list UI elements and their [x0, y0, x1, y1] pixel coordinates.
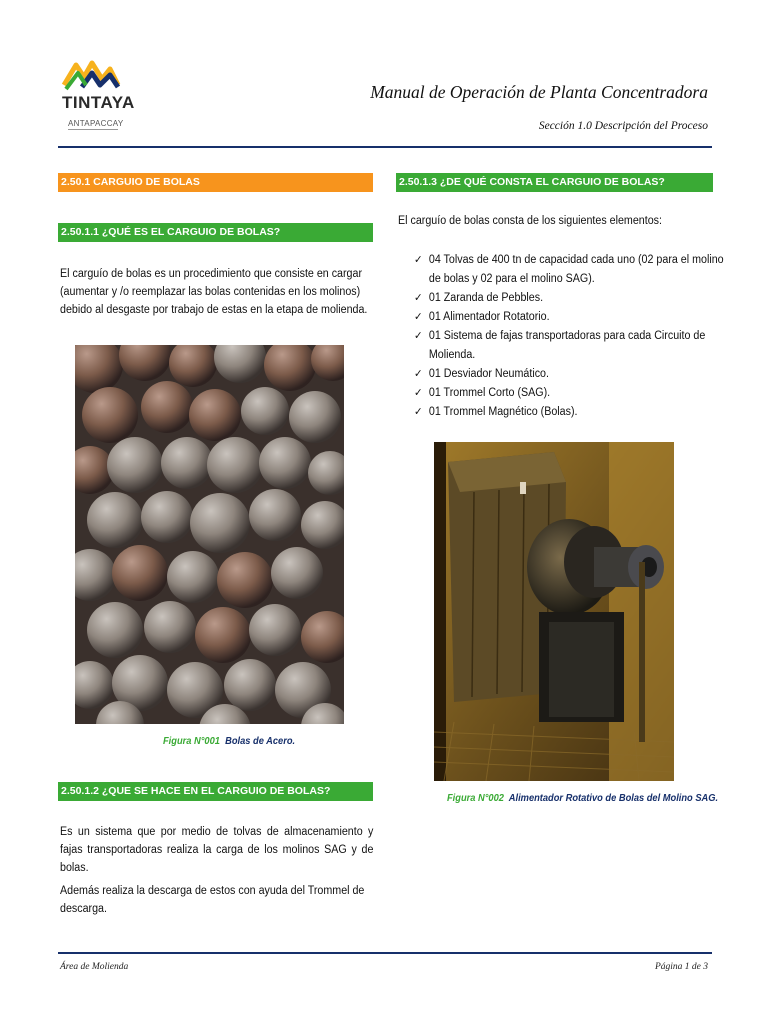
- list-item: [414, 327, 725, 365]
- brand-subtitle: ANTAPACCAY: [68, 119, 124, 128]
- list-item-text: 01 Trommel Corto (SAG).: [428, 387, 551, 399]
- section-bar-2-50-1: 2.50.1 CARGUIO DE BOLAS: [58, 173, 373, 192]
- section-bar-2-50-1-1: 2.50.1.1 ¿QUÉ ES EL CARGUIO DE BOLAS?: [58, 223, 373, 242]
- header-rule: [58, 146, 712, 148]
- paragraph-que-se-hace: Es un sistema que por medio de tolvas de almacenamiento y fajas transportadoras realiza la carga de los molinos SAG y de bolas.: [60, 826, 374, 874]
- check-icon: ✓: [414, 368, 423, 380]
- brand-name: TINTAYA: [62, 93, 135, 112]
- figure-1-text: Bolas de Acero.: [225, 736, 296, 747]
- list-item: [414, 403, 725, 422]
- figure-2-caption: [447, 793, 718, 804]
- footer-rule: [58, 952, 712, 954]
- steel-balls-photo: [75, 345, 344, 724]
- section-bar-2-50-1-2: 2.50.1.2 ¿QUE SE HACE EN EL CARGUIO DE BOLAS?: [58, 782, 373, 801]
- mountain-logo-icon: [60, 55, 122, 93]
- check-icon: ✓: [414, 254, 423, 266]
- list-item: [414, 365, 725, 384]
- list-item: [414, 251, 725, 289]
- list-item-text: 01 Trommel Magnético (Bolas).: [428, 406, 578, 418]
- list-item-text: 04 Tolvas de 400 tn de capacidad cada uno (02 para el molino de bolas y 02 para el molino SAG).: [428, 254, 724, 285]
- figure-2-text: Alimentador Rotativo de Bolas del Molino SAG.: [508, 793, 719, 804]
- list-item: [414, 384, 725, 403]
- paragraph-que-es: El carguío de bolas es un procedimiento que consiste en cargar (aumentar y /o reemplazar las bolas contenidas en los molinos) debido al desgaste por trabajo de estas en la etapa de molienda.: [60, 268, 368, 316]
- rotary-feeder-image: [434, 442, 674, 781]
- list-item: [414, 308, 725, 327]
- list-item-text: 01 Desviador Neumático.: [428, 368, 549, 380]
- list-item-text: 01 Alimentador Rotatorio.: [428, 311, 550, 323]
- paragraph-consta: El carguío de bolas consta de los siguientes elementos:: [398, 215, 662, 227]
- check-icon: ✓: [414, 330, 423, 342]
- rotary-feeder-photo: [434, 442, 674, 781]
- check-icon: ✓: [414, 292, 423, 304]
- steel-balls-image: [75, 345, 344, 724]
- figure-1-label: Figura N°001: [163, 736, 220, 747]
- figure-1-caption: [163, 736, 295, 747]
- footer-page-number: Página 1 de 3: [654, 962, 708, 972]
- footer-area: Área de Molienda: [60, 962, 129, 972]
- document-title: Manual de Operación de Planta Concentradora: [370, 82, 708, 102]
- company-logo: [60, 55, 135, 137]
- figure-2-label: Figura N°002: [447, 793, 504, 804]
- paragraph-descarga: Además realiza la descarga de estos con ayuda del Trommel de descarga.: [60, 885, 365, 915]
- section-bar-2-50-1-3: 2.50.1.3 ¿DE QUÉ CONSTA EL CARGUIO DE BOLAS?: [396, 173, 713, 192]
- list-item: [414, 289, 725, 308]
- elements-checklist: [414, 251, 724, 422]
- list-item-text: 01 Sistema de fajas transportadoras para cada Circuito de Molienda.: [428, 330, 706, 361]
- check-icon: ✓: [414, 406, 423, 418]
- document-section: Sección 1.0 Descripción del Proceso: [538, 120, 708, 132]
- check-icon: ✓: [414, 311, 423, 323]
- logo-divider: [68, 129, 118, 130]
- check-icon: ✓: [414, 387, 423, 399]
- list-item-text: 01 Zaranda de Pebbles.: [428, 292, 544, 304]
